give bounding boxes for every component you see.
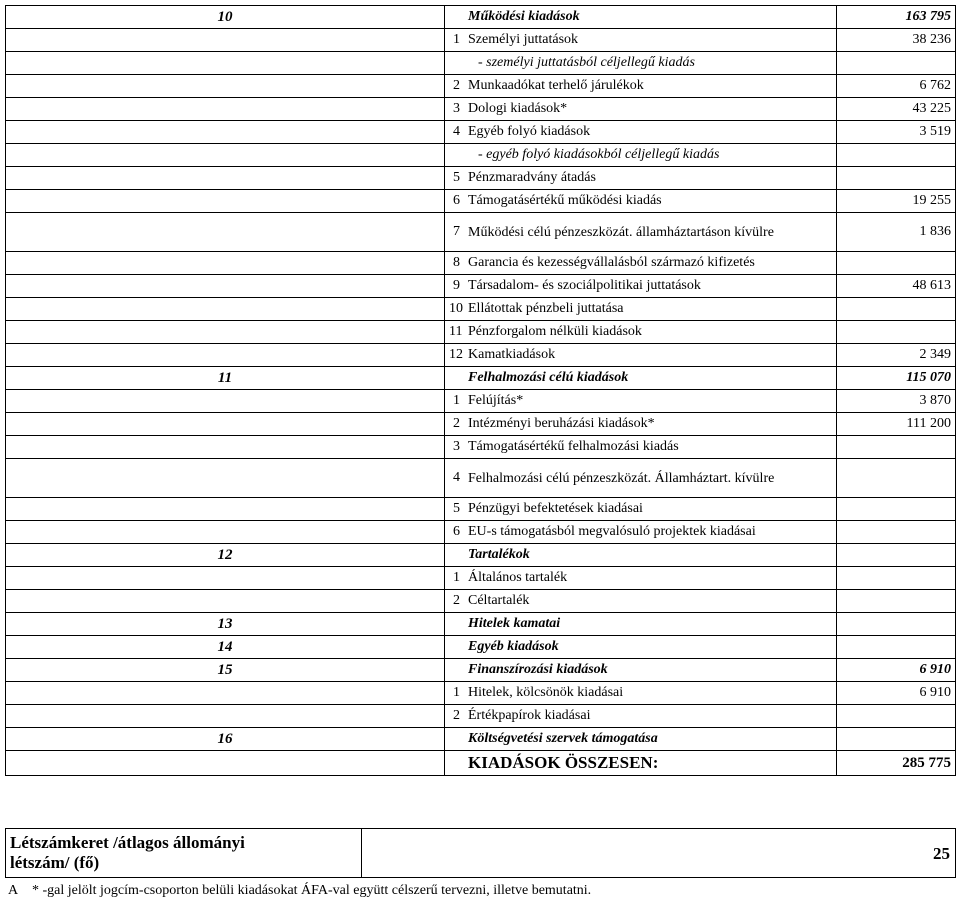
item-row — [6, 190, 956, 213]
item-row — [6, 590, 956, 613]
value-cell — [837, 728, 956, 751]
item-row — [6, 321, 956, 344]
item-number-cell: 10 — [445, 298, 465, 321]
item-number-cell: 7 — [445, 213, 465, 252]
group-number-cell — [6, 321, 445, 344]
value-cell: 115 070 — [837, 367, 956, 390]
item-row — [6, 52, 956, 75]
value-cell: 6 910 — [837, 659, 956, 682]
value-cell: 19 255 — [837, 190, 956, 213]
label-cell: Hitelek, kölcsönök kiadásai — [464, 682, 837, 705]
value-cell: 285 775 — [837, 751, 956, 776]
value-cell: 163 795 — [837, 6, 956, 29]
item-number-cell — [445, 144, 465, 167]
group-number-cell: 16 — [6, 728, 445, 751]
item-number-cell: 12 — [445, 344, 465, 367]
group-number-cell — [6, 121, 445, 144]
item-number-cell: 1 — [445, 567, 465, 590]
label-cell: Tartalékok — [464, 544, 837, 567]
item-number-cell: 4 — [445, 121, 465, 144]
item-row — [6, 521, 956, 544]
item-number-cell — [445, 52, 465, 75]
group-number-cell — [6, 275, 445, 298]
item-number-cell: 1 — [445, 29, 465, 52]
value-cell: 6 762 — [837, 75, 956, 98]
expenditure-rows — [6, 6, 956, 776]
label-cell: Felújítás* — [464, 390, 837, 413]
label-cell: Ellátottak pénzbeli juttatása — [464, 298, 837, 321]
label-cell: Pénzforgalom nélküli kiadások — [464, 321, 837, 344]
group-row — [6, 613, 956, 636]
value-cell — [837, 567, 956, 590]
group-number-cell: 15 — [6, 659, 445, 682]
label-cell: Intézményi beruházási kiadások* — [464, 413, 837, 436]
group-number-cell: 10 — [6, 6, 445, 29]
staff-count-value: 25 — [933, 844, 950, 863]
label-cell: Támogatásértékű működési kiadás — [464, 190, 837, 213]
item-number-cell: 11 — [445, 321, 465, 344]
group-row — [6, 367, 956, 390]
label-cell: Pénzmaradvány átadás — [464, 167, 837, 190]
group-number-cell — [6, 498, 445, 521]
item-row — [6, 390, 956, 413]
item-number-cell: 2 — [445, 75, 465, 98]
value-cell — [837, 321, 956, 344]
group-number-cell — [6, 590, 445, 613]
group-number-cell — [6, 705, 445, 728]
group-number-cell — [6, 436, 445, 459]
group-number-cell — [6, 144, 445, 167]
item-row — [6, 98, 956, 121]
value-cell — [837, 144, 956, 167]
item-row — [6, 144, 956, 167]
label-cell: Hitelek kamatai — [464, 613, 837, 636]
label-cell: Garancia és kezességvállalásból származó kifizetés — [464, 252, 837, 275]
item-row — [6, 298, 956, 321]
group-row — [6, 728, 956, 751]
value-cell: 2 349 — [837, 344, 956, 367]
group-number-cell — [6, 167, 445, 190]
label-cell: Munkaadókat terhelő járulékok — [464, 75, 837, 98]
item-row — [6, 252, 956, 275]
item-number-cell: 1 — [445, 682, 465, 705]
staff-count-box — [5, 828, 956, 878]
value-cell — [837, 436, 956, 459]
staff-count-label: Létszámkeret /átlagos állományi létszám/ (fő) — [10, 833, 245, 872]
item-row — [6, 213, 956, 252]
value-cell: 1 836 — [837, 213, 956, 252]
item-number-cell: 4 — [445, 459, 465, 498]
item-row — [6, 121, 956, 144]
group-number-cell — [6, 413, 445, 436]
value-cell — [837, 590, 956, 613]
group-number-cell — [6, 521, 445, 544]
item-row — [6, 705, 956, 728]
label-cell: Egyéb folyó kiadások — [464, 121, 837, 144]
label-cell: Működési célú pénzeszközát. államháztartáson kívülre — [464, 213, 837, 252]
item-number-cell: 9 — [445, 275, 465, 298]
item-number-cell — [445, 751, 465, 776]
item-row — [6, 75, 956, 98]
value-cell — [837, 613, 956, 636]
item-row — [6, 498, 956, 521]
group-number-cell — [6, 344, 445, 367]
group-row — [6, 636, 956, 659]
group-number-cell — [6, 567, 445, 590]
item-number-cell: 2 — [445, 413, 465, 436]
label-cell: Felhalmozási célú pénzeszközát. Államháztart. kívülre — [464, 459, 837, 498]
item-row — [6, 275, 956, 298]
label-cell: Értékpapírok kiadásai — [464, 705, 837, 728]
item-row — [6, 344, 956, 367]
item-number-cell: 6 — [445, 190, 465, 213]
value-cell — [837, 544, 956, 567]
group-number-cell: 14 — [6, 636, 445, 659]
label-cell: Finanszírozási kiadások — [464, 659, 837, 682]
label-cell: Felhalmozási célú kiadások — [464, 367, 837, 390]
value-cell — [837, 52, 956, 75]
group-number-cell: 13 — [6, 613, 445, 636]
group-number-cell — [6, 29, 445, 52]
value-cell — [837, 521, 956, 544]
group-number-cell — [6, 52, 445, 75]
item-number-cell — [445, 636, 465, 659]
total-row — [6, 751, 956, 776]
footnote-marker: A — [8, 883, 19, 898]
item-row — [6, 167, 956, 190]
staff-count-divider — [361, 829, 362, 877]
value-cell: 3 870 — [837, 390, 956, 413]
item-row — [6, 413, 956, 436]
value-cell — [837, 459, 956, 498]
group-number-cell — [6, 298, 445, 321]
label-cell: Egyéb kiadások — [464, 636, 837, 659]
group-number-cell: 11 — [6, 367, 445, 390]
value-cell — [837, 298, 956, 321]
label-cell: Dologi kiadások* — [464, 98, 837, 121]
label-cell: Költségvetési szervek támogatása — [464, 728, 837, 751]
value-cell: 6 910 — [837, 682, 956, 705]
label-cell: Pénzügyi befektetések kiadásai — [464, 498, 837, 521]
item-number-cell: 2 — [445, 705, 465, 728]
group-number-cell — [6, 682, 445, 705]
label-cell: EU-s támogatásból megvalósuló projektek kiadásai — [464, 521, 837, 544]
item-row — [6, 436, 956, 459]
group-number-cell — [6, 190, 445, 213]
item-number-cell — [445, 659, 465, 682]
label-cell: Működési kiadások — [464, 6, 837, 29]
item-number-cell: 2 — [445, 590, 465, 613]
group-number-cell — [6, 751, 445, 776]
value-cell — [837, 705, 956, 728]
item-row — [6, 567, 956, 590]
label-cell: Általános tartalék — [464, 567, 837, 590]
value-cell — [837, 636, 956, 659]
item-number-cell: 5 — [445, 167, 465, 190]
label-cell: KIADÁSOK ÖSSZESEN: — [464, 751, 837, 776]
item-row — [6, 459, 956, 498]
label-cell: Támogatásértékű felhalmozási kiadás — [464, 436, 837, 459]
item-number-cell: 3 — [445, 436, 465, 459]
value-cell: 43 225 — [837, 98, 956, 121]
group-number-cell — [6, 390, 445, 413]
group-number-cell: 12 — [6, 544, 445, 567]
item-row — [6, 29, 956, 52]
item-number-cell: 3 — [445, 98, 465, 121]
footnote — [8, 883, 591, 899]
label-cell: Személyi juttatások — [464, 29, 837, 52]
label-cell: Céltartalék — [464, 590, 837, 613]
expenditure-table — [5, 5, 956, 776]
label-cell: Társadalom- és szociálpolitikai juttatások — [464, 275, 837, 298]
group-number-cell — [6, 213, 445, 252]
value-cell — [837, 167, 956, 190]
item-number-cell — [445, 6, 465, 29]
item-number-cell — [445, 367, 465, 390]
value-cell — [837, 498, 956, 521]
item-number-cell: 6 — [445, 521, 465, 544]
group-number-cell — [6, 459, 445, 498]
value-cell: 38 236 — [837, 29, 956, 52]
item-number-cell: 8 — [445, 252, 465, 275]
label-cell: Kamatkiadások — [464, 344, 837, 367]
value-cell: 3 519 — [837, 121, 956, 144]
value-cell: 48 613 — [837, 275, 956, 298]
item-number-cell — [445, 728, 465, 751]
value-cell — [837, 252, 956, 275]
group-number-cell — [6, 252, 445, 275]
value-cell: 111 200 — [837, 413, 956, 436]
label-cell: - egyéb folyó kiadásokból céljellegű kiadás — [464, 144, 837, 167]
item-number-cell: 1 — [445, 390, 465, 413]
group-row — [6, 6, 956, 29]
group-row — [6, 544, 956, 567]
group-number-cell — [6, 75, 445, 98]
item-number-cell — [445, 613, 465, 636]
group-number-cell — [6, 98, 445, 121]
item-number-cell — [445, 544, 465, 567]
item-number-cell: 5 — [445, 498, 465, 521]
footnote-text: * -gal jelölt jogcím-csoporton belüli kiadásokat ÁFA-val együtt célszerű tervezni, illetve bemutatni. — [32, 883, 592, 898]
group-row — [6, 659, 956, 682]
item-row — [6, 682, 956, 705]
label-cell: - személyi juttatásból céljellegű kiadás — [464, 52, 837, 75]
